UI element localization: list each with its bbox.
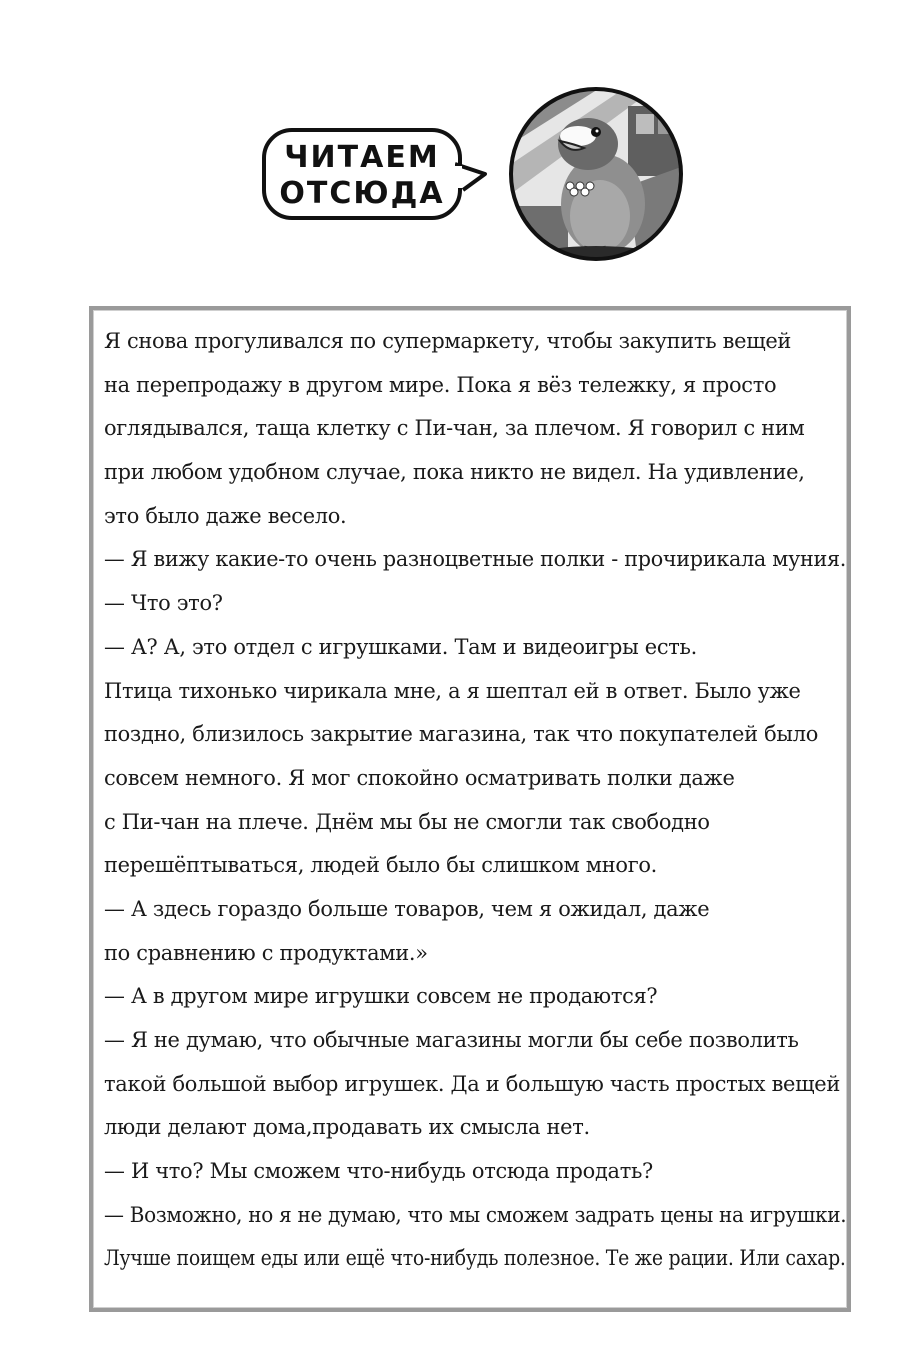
story-line: — Я не думаю, что обычные магазины могли бы себе позволить — [104, 1028, 799, 1052]
story-line: на перепродажу в другом мире. Пока я вёз тележку, я просто — [104, 372, 777, 397]
story-line: — А? А, это отдел с игрушками. Там и видеоигры есть. — [104, 634, 697, 659]
story-line: оглядывался, таща клетку с Пи-чан, за плечом. Я говорил с ним — [104, 416, 805, 441]
story-line: это было даже весело. — [104, 503, 347, 528]
page-header — [0, 0, 900, 290]
speech-bubble-line-2: ОТСЮДА — [279, 176, 445, 211]
speech-bubble-text — [266, 140, 458, 212]
story-line: перешёптываться, людей было бы слишком много. — [104, 853, 658, 878]
story-text — [104, 320, 849, 1281]
story-line: с Пи-чан на плече. Днём мы бы не смогли так свободно — [104, 809, 710, 834]
speech-bubble — [262, 128, 462, 220]
story-line: по сравнению с продуктами.» — [104, 940, 428, 965]
story-line: Лучше поищем еды или ещё что-нибудь полезное. Те же рации. Или сахар. — [104, 1246, 846, 1271]
story-line: Я снова прогуливался по супермаркету, чтобы закупить вещей — [104, 329, 792, 353]
story-line: — И что? Мы сможем что-нибудь отсюда продать? — [104, 1159, 653, 1184]
story-line: поздно, близилось закрытие магазина, так что покупателей было — [104, 722, 819, 747]
speech-bubble-line-1: ЧИТАЕМ — [284, 140, 440, 175]
story-line: — Что это? — [104, 591, 223, 616]
story-line: такой большой выбор игрушек. Да и большую часть простых вещей — [104, 1071, 841, 1096]
story-line: — Возможно, но я не думаю, что мы сможем задрать цены на игрушки. — [104, 1202, 847, 1227]
story-line: — А здесь гораздо больше товаров, чем я ожидал, даже — [104, 896, 710, 921]
story-line: совсем немного. Я мог спокойно осматривать полки даже — [104, 765, 735, 790]
story-line: люди делают дома,продавать их смысла нет. — [104, 1115, 590, 1140]
bird-portrait-icon — [508, 86, 684, 262]
speech-bubble-tail — [455, 160, 495, 196]
story-line: — Я вижу какие-то очень разноцветные полки - прочирикала муния. — [104, 547, 847, 572]
story-line: — А в другом мире игрушки совсем не продаются? — [104, 984, 658, 1009]
story-line: при любом удобном случае, пока никто не видел. На удивление, — [104, 460, 805, 485]
story-line: Птица тихонько чирикала мне, а я шептал ей в ответ. Было уже — [104, 678, 801, 703]
